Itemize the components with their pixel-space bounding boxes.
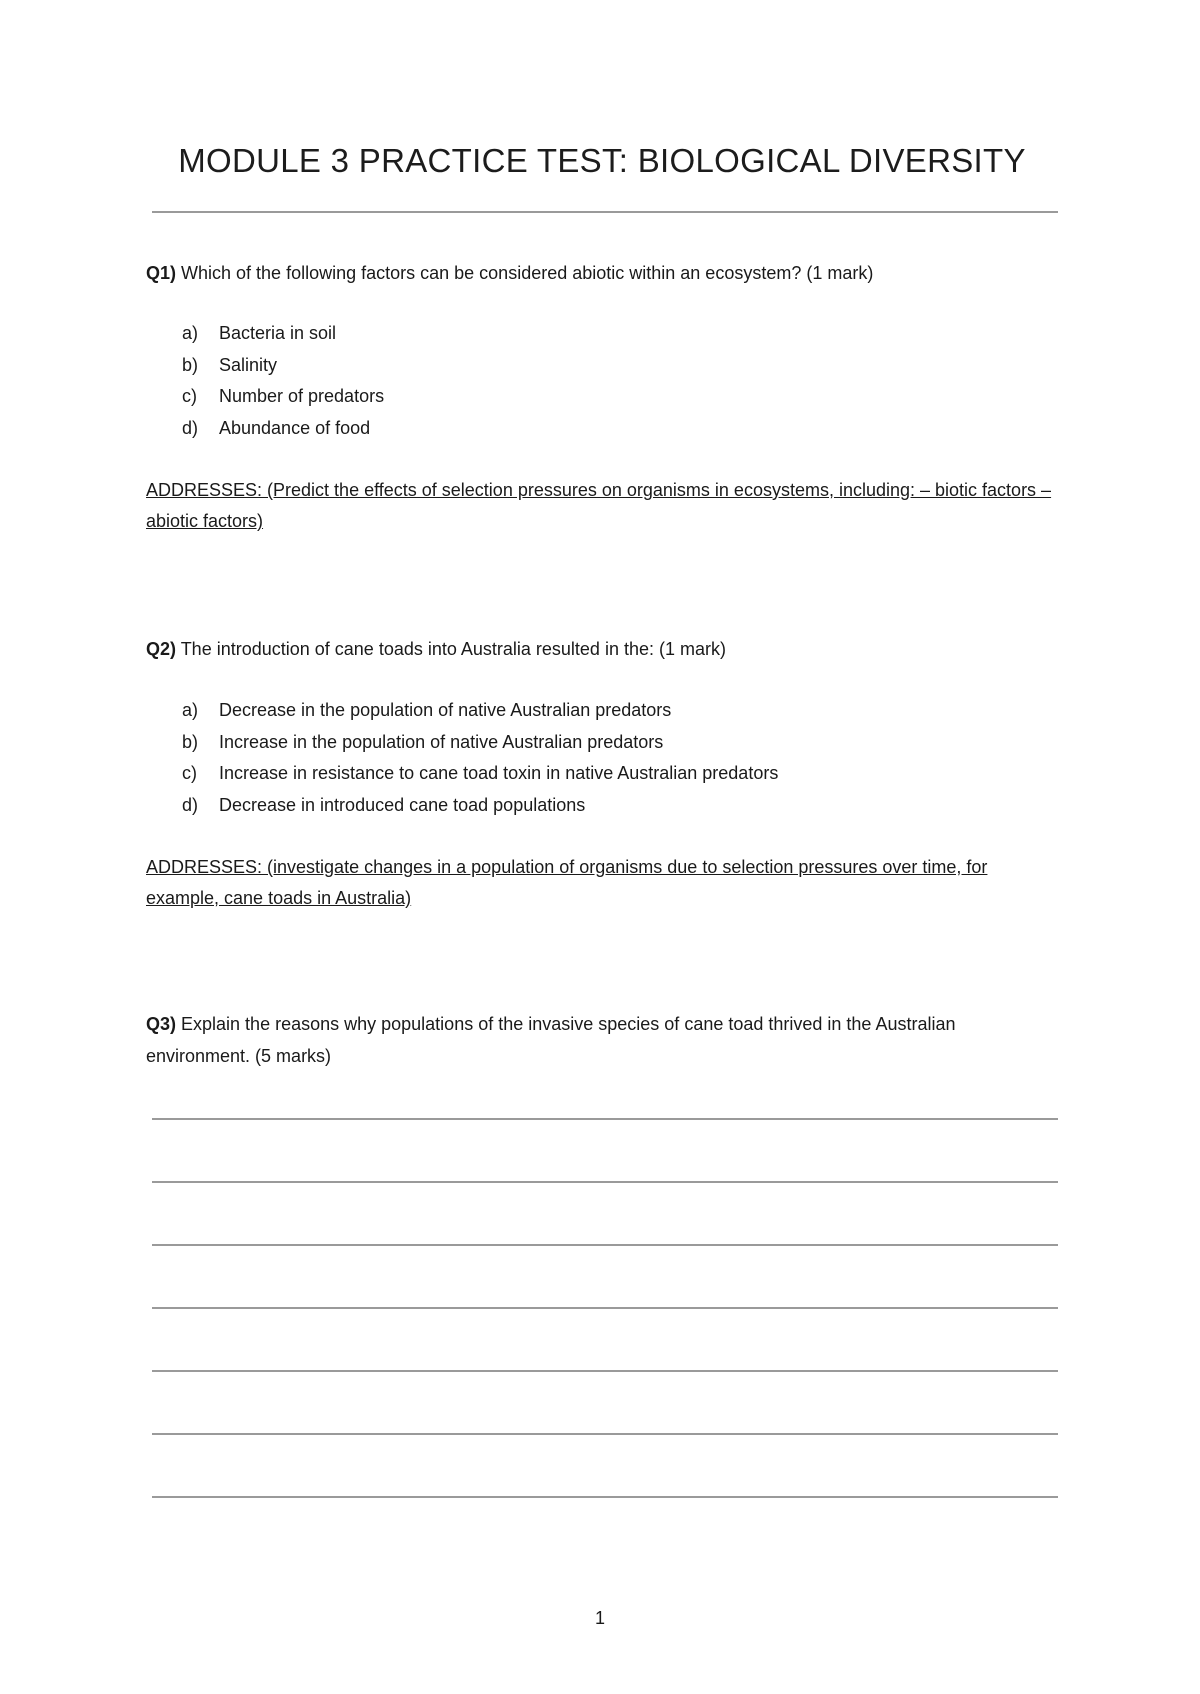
option-item — [182, 695, 778, 727]
answer-line[interactable] — [152, 1496, 1058, 1498]
option-text: Increase in resistance to cane toad toxin in native Australian predators — [219, 763, 779, 783]
title-divider — [152, 211, 1058, 213]
option-letter: b) — [182, 354, 199, 375]
question-3-number: Q3) — [146, 1014, 177, 1034]
option-letter: b) — [182, 731, 199, 752]
option-item — [182, 350, 384, 382]
question-3 — [146, 1008, 1056, 1072]
question-2 — [146, 633, 1056, 665]
option-item — [182, 790, 778, 822]
option-item — [182, 318, 384, 350]
answer-line[interactable] — [152, 1433, 1058, 1435]
page-number: 1 — [594, 1608, 605, 1628]
question-2-number: Q2) — [146, 639, 177, 659]
answer-line[interactable] — [152, 1370, 1058, 1372]
option-letter: a) — [182, 323, 199, 343]
question-1-options — [182, 318, 384, 444]
question-1-addresses: ADDRESSES: (Predict the effects of selection pressures on organisms in ecosystems, including: – biotic factors – abiotic factors) — [146, 480, 1052, 531]
question-1-number: Q1) — [146, 263, 177, 283]
option-text: Abundance of food — [219, 417, 371, 438]
answer-line[interactable] — [152, 1244, 1058, 1246]
option-item — [182, 381, 384, 413]
option-item — [182, 758, 778, 790]
option-letter: d) — [182, 794, 199, 815]
option-letter: c) — [182, 386, 197, 406]
option-text: Increase in the population of native Australian predators — [219, 731, 664, 752]
option-item — [182, 727, 778, 759]
option-letter: a) — [182, 700, 199, 720]
option-letter: c) — [182, 763, 197, 783]
answer-line[interactable] — [152, 1181, 1058, 1183]
option-letter: d) — [182, 417, 199, 438]
option-text: Decrease in the population of native Australian predators — [219, 700, 672, 720]
page-title: MODULE 3 PRACTICE TEST: BIOLOGICAL DIVERSITY — [178, 142, 1026, 179]
question-2-options — [182, 695, 778, 821]
option-text: Number of predators — [219, 386, 385, 406]
question-3-text: Explain the reasons why populations of the invasive species of cane toad thrived in the Australian environment. (5 marks) — [146, 1014, 956, 1066]
answer-line[interactable] — [152, 1118, 1058, 1120]
option-text: Decrease in introduced cane toad populations — [219, 794, 586, 815]
question-2-text: The introduction of cane toads into Australia resulted in the: (1 mark) — [176, 639, 726, 659]
option-item — [182, 413, 384, 445]
question-1-text: Which of the following factors can be considered abiotic within an ecosystem? (1 mark) — [176, 263, 874, 283]
option-text: Salinity — [219, 354, 278, 375]
question-2-addresses: ADDRESSES: (investigate changes in a population of organisms due to selection pressures over time, for example, cane toads in Australia) — [146, 857, 988, 908]
option-text: Bacteria in soil — [219, 323, 337, 343]
answer-line[interactable] — [152, 1307, 1058, 1309]
question-1 — [146, 257, 1056, 289]
